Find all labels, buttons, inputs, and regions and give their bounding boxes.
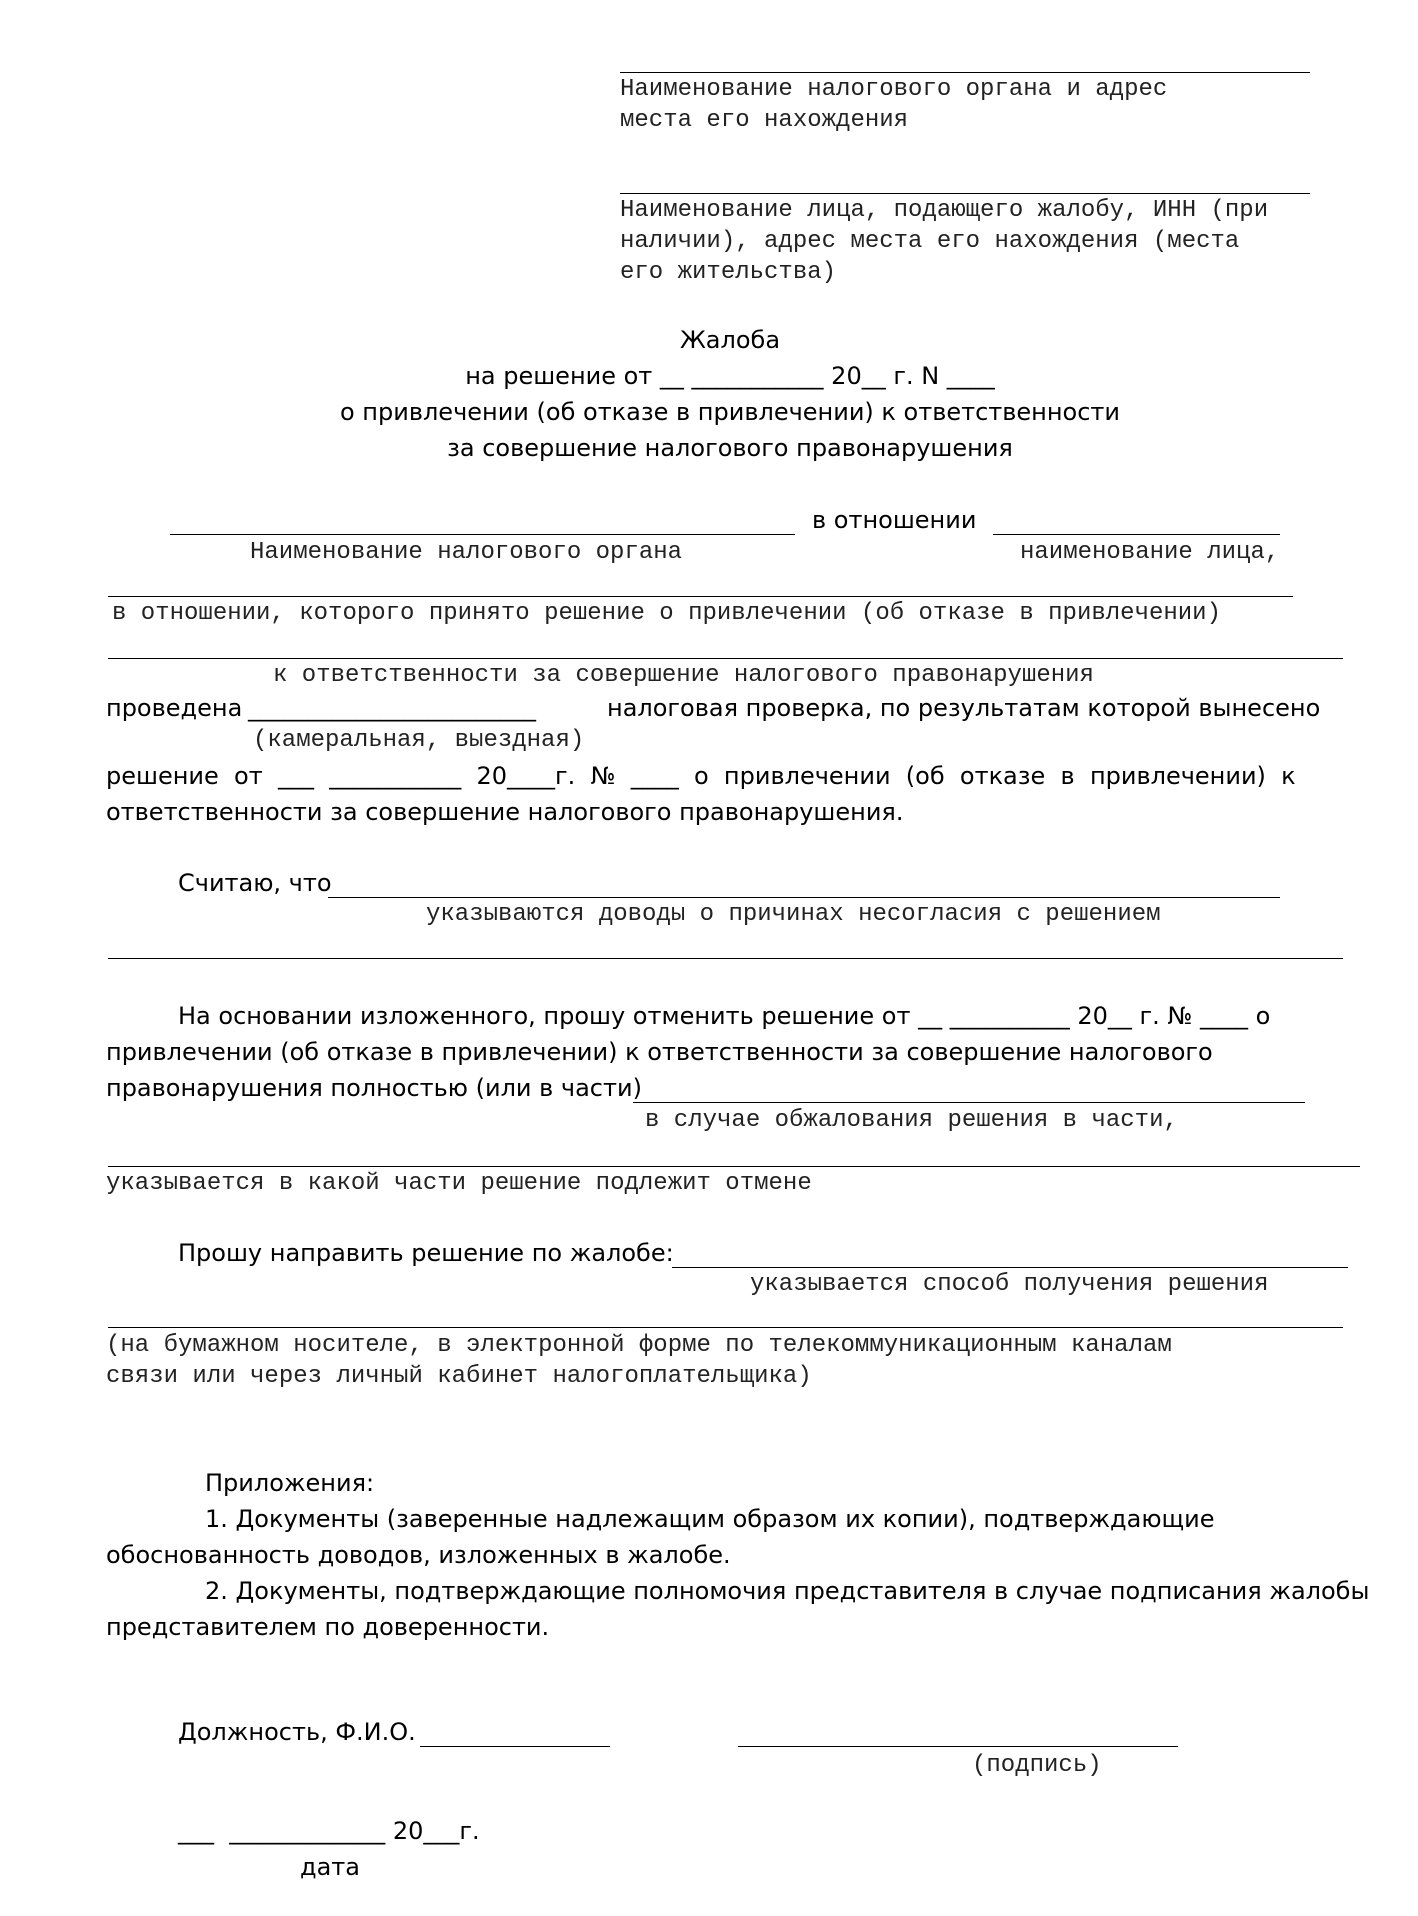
attachment-item-2: 2. Документы, подтверждающие полномочия представителя в случае подписания жалобы [205,1577,1370,1605]
responsibility-caption: к ответственности за совершение налогового правонарушения [273,662,1094,689]
consider-line-2 [108,958,1343,959]
person-field-caption: наименование лица, [1020,539,1280,566]
date-caption: дата [300,1853,360,1881]
person-field-line-2 [108,596,1293,597]
send-method-caption-2: связи или через личный кабинет налогоплательщика) [106,1363,812,1390]
audit-suffix: налоговая проверка, по результатам которой вынесено [607,694,1321,722]
title-subject-line: о привлечении (об отказе в привлечении) к ответственности [339,398,1121,426]
send-caption: указывается способ получения решения [750,1271,1269,1298]
document-title: Жалоба [679,326,781,354]
applicant-caption-2: наличии), адрес места его нахождения (места [620,228,1240,255]
position-line [420,1746,610,1747]
attachment-item-1: 1. Документы (заверенные надлежащим образом их копии), подтверждающие [205,1505,1215,1533]
partial-caption-2: указывается в какой части решение подлежит отмене [106,1170,812,1197]
position-label: Должность, Ф.И.О. [178,1718,416,1746]
partial-caption: в случае обжалования решения в части, [645,1107,1178,1134]
tax-authority-caption: Наименование налогового органа и адрес [620,76,1168,103]
attachments-heading: Приложения: [205,1469,375,1497]
applicant-caption: Наименование лица, подающего жалобу, ИНН (при [620,197,1269,224]
applicant-line [620,193,1310,194]
partial-line-2 [108,1166,1360,1167]
tax-authority-field-caption: Наименование налогового органа [250,539,683,566]
audit-type-caption: (камеральная, выездная) [253,727,585,754]
decision-line-1: решение от ___ ___________ 20____г. № ____ о привлечении (об отказе в привлечении) к [106,762,1296,790]
person-field-line [993,534,1280,535]
send-label: Прошу направить решение по жалобе: [178,1239,674,1267]
person-field-line-3 [108,658,1343,659]
send-line-2 [108,1327,1343,1328]
request-line-2: привлечении (об отказе в привлечении) к ответственности за совершение налогового [106,1038,1213,1066]
date-line: ___ _____________ 20___г. [178,1817,480,1845]
tax-authority-caption-2: места его нахождения [620,107,909,134]
audit-type-blank: ________________________ [248,694,536,722]
decision-target-caption: в отношении, которого принято решение о привлечении (об отказе в привлечении) [112,600,1221,627]
consider-caption: указываются доводы о причинах несогласия с решением [426,901,1161,928]
consider-line [328,897,1280,898]
send-method-caption: (на бумажном носителе, в электронной форме по телекоммуникационным каналам [106,1332,1172,1359]
signature-caption: (подпись) [972,1752,1102,1779]
request-line-1: На основании изложенного, прошу отменить решение от __ __________ 20__ г. № ____ о [178,1002,1271,1030]
applicant-caption-3: его жительства) [620,259,837,286]
consider-label: Считаю, что [178,869,332,897]
send-line [672,1267,1348,1268]
title-offence-line: за совершение налогового правонарушения [447,434,1013,462]
in-relation-label: в отношении [812,506,977,534]
attachment-item-2-cont: представителем по доверенности. [106,1613,550,1641]
tax-authority-field-line [170,534,795,535]
request-line-3: правонарушения полностью (или в части) [106,1074,642,1102]
attachment-item-1-cont: обоснованность доводов, изложенных в жалобе. [106,1541,731,1569]
tax-authority-line [620,72,1310,73]
audit-prefix: проведена [106,694,243,722]
title-decision-line: на решение от __ ___________ 20__ г. N ____ [465,362,995,390]
decision-line-2: ответственности за совершение налогового правонарушения. [106,798,904,826]
signature-line [738,1746,1178,1747]
partial-line [633,1102,1305,1103]
